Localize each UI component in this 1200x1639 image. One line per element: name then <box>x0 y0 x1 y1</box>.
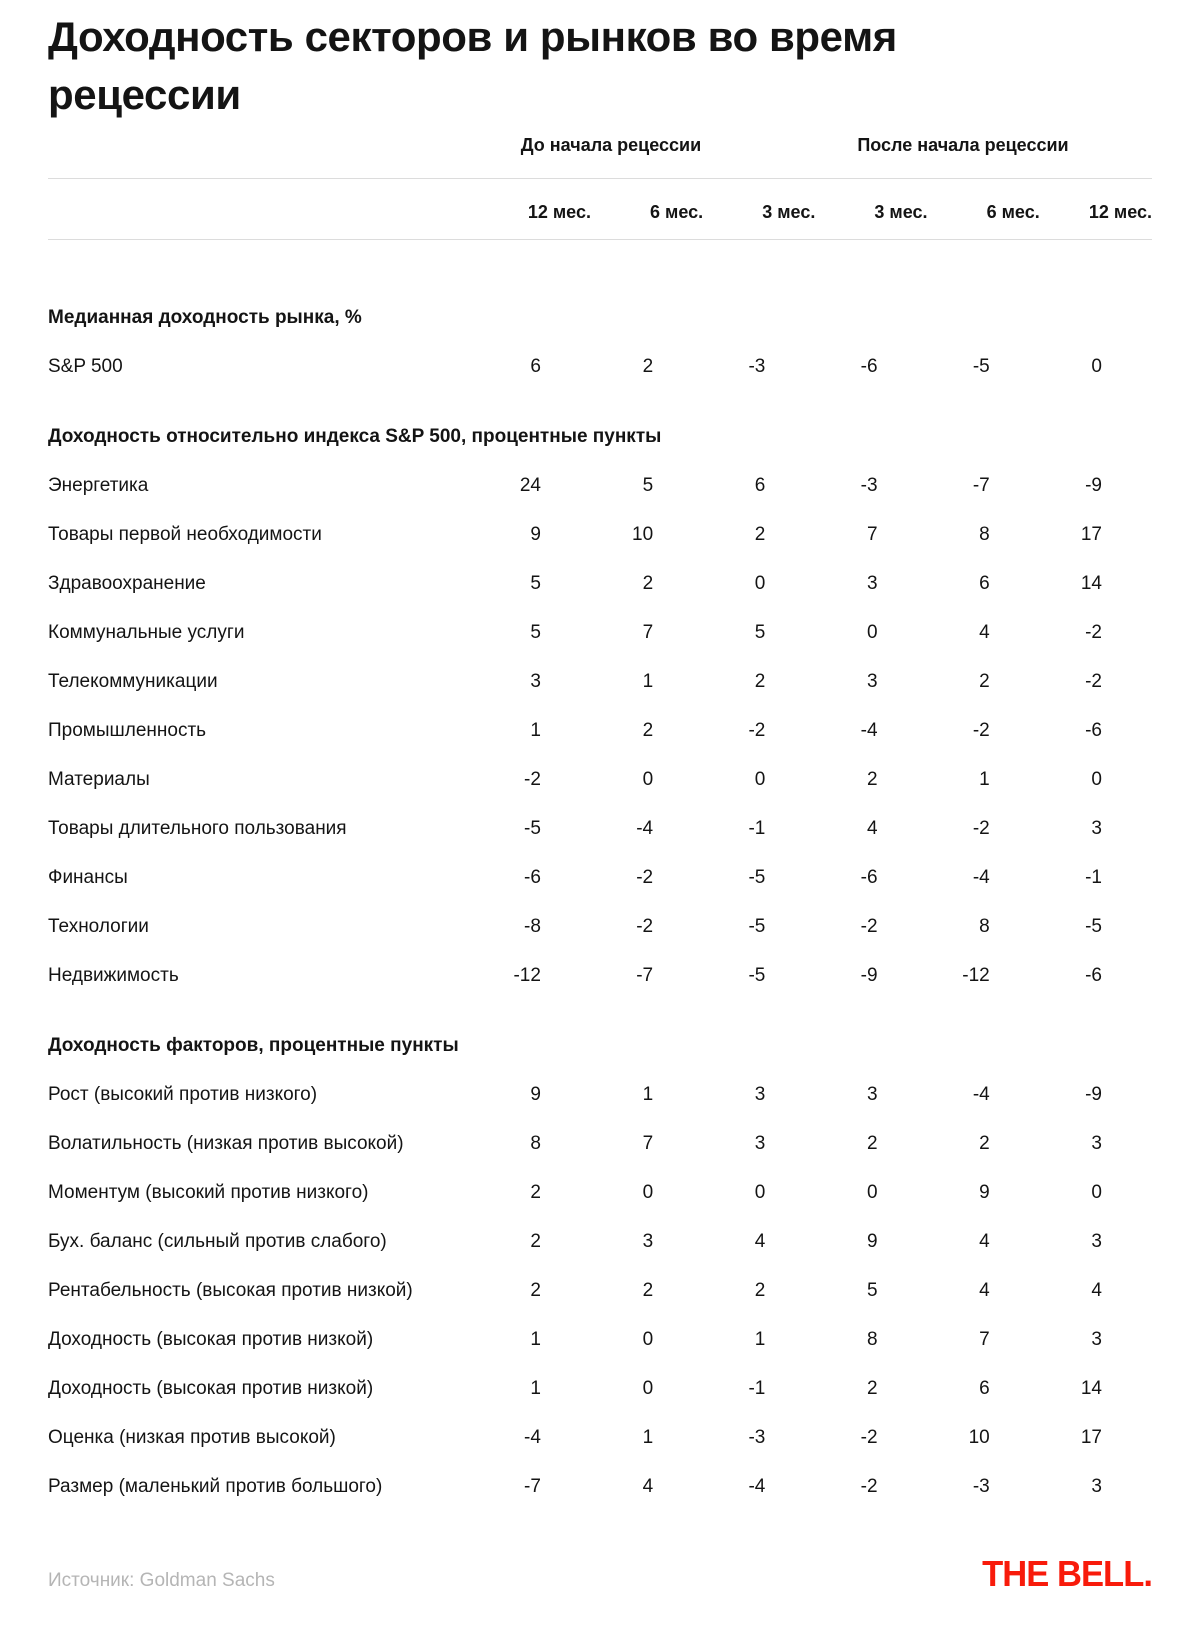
value-cell: 0 <box>1091 1182 1102 1203</box>
value-cell: 7 <box>979 1329 990 1350</box>
value-cell: 3 <box>1091 818 1102 839</box>
table-row <box>48 694 1152 743</box>
the-bell-logo: THE BELL. <box>982 1553 1152 1594</box>
value-cell: 1 <box>642 1427 654 1448</box>
value-cell: 0 <box>866 1182 878 1203</box>
value-cell: -3 <box>748 356 766 377</box>
value-cell: 1 <box>642 671 654 692</box>
value-cell: 5 <box>866 1280 878 1301</box>
row-label: S&P 500 <box>48 356 123 377</box>
value-cell: 2 <box>530 1280 541 1301</box>
value-cell: 3 <box>866 1084 878 1105</box>
section-header: Доходность факторов, процентные пункты <box>48 1035 459 1056</box>
value-cell: 2 <box>754 1280 766 1301</box>
section-header-row <box>48 240 1152 331</box>
row-label: Промышленность <box>48 720 207 741</box>
table-row <box>48 1156 1152 1205</box>
row-label: Коммунальные услуги <box>48 622 245 643</box>
value-cell: 4 <box>754 1231 766 1252</box>
value-cell: 3 <box>1091 1329 1102 1350</box>
column-group-header-1: После начала рецессии <box>815 124 1152 179</box>
value-cell: -2 <box>860 1476 878 1497</box>
row-label: Доходность (высокая против низкой) <box>48 1329 374 1350</box>
row-label: Телекоммуникации <box>48 671 218 692</box>
table-row <box>48 841 1152 890</box>
value-cell: 14 <box>1080 573 1102 594</box>
column-header-row <box>48 179 1152 240</box>
value-cell: 5 <box>530 573 541 594</box>
value-cell: 9 <box>530 1084 541 1105</box>
value-cell: -3 <box>748 1427 766 1448</box>
section-header: Доходность относительно индекса S&P 500, процентные пункты <box>48 426 662 447</box>
row-label: Рентабельность (высокая против низкой) <box>48 1280 413 1301</box>
value-cell: 3 <box>866 671 878 692</box>
value-cell: 0 <box>754 769 766 790</box>
value-cell: 6 <box>979 1378 990 1399</box>
value-cell: 1 <box>642 1084 654 1105</box>
value-cell: 10 <box>968 1427 990 1448</box>
value-cell: -5 <box>748 916 766 937</box>
value-cell: -8 <box>524 916 541 937</box>
value-cell: 17 <box>1080 1427 1102 1448</box>
row-label: Доходность (высокая против низкой) <box>48 1378 374 1399</box>
section-header-row <box>48 379 1152 449</box>
table-row <box>48 1401 1152 1450</box>
table-row <box>48 596 1152 645</box>
value-cell: -9 <box>1085 1084 1102 1105</box>
table-row <box>48 1303 1152 1352</box>
section-header: Медианная доходность рынка, % <box>48 307 362 328</box>
value-cell: -1 <box>748 1378 766 1399</box>
value-cell: -6 <box>1085 720 1102 741</box>
row-label: Финансы <box>48 867 128 888</box>
table-row <box>48 1205 1152 1254</box>
column-header-0: 12 мес. <box>479 179 591 240</box>
value-cell: 3 <box>754 1133 766 1154</box>
value-cell: 2 <box>754 671 766 692</box>
value-cell: 2 <box>979 671 990 692</box>
value-cell: -7 <box>972 475 990 496</box>
value-cell: 5 <box>530 622 541 643</box>
value-cell: 2 <box>866 769 878 790</box>
value-cell: 10 <box>632 524 654 545</box>
value-cell: 6 <box>754 475 766 496</box>
value-cell: -2 <box>636 867 654 888</box>
value-cell: 8 <box>530 1133 541 1154</box>
value-cell: 3 <box>1091 1133 1102 1154</box>
value-cell: 5 <box>754 622 766 643</box>
value-cell: 6 <box>530 356 541 377</box>
value-cell: 4 <box>642 1476 654 1497</box>
value-cell: 0 <box>1091 356 1102 377</box>
value-cell: 3 <box>1091 1231 1102 1252</box>
value-cell: 7 <box>866 524 878 545</box>
value-cell: -2 <box>748 720 766 741</box>
value-cell: 4 <box>979 1280 990 1301</box>
value-cell: 3 <box>866 573 878 594</box>
value-cell: -4 <box>860 720 878 741</box>
row-label: Волатильность (низкая против высокой) <box>48 1133 404 1154</box>
row-label: Оценка (низкая против высокой) <box>48 1427 336 1448</box>
returns-table <box>48 124 1152 1499</box>
value-cell: 7 <box>642 1133 654 1154</box>
value-cell: 2 <box>530 1231 541 1252</box>
page-title: Доходность секторов и рынков во время рецессии <box>48 13 897 118</box>
value-cell: 4 <box>979 1231 990 1252</box>
value-cell: 0 <box>642 1329 654 1350</box>
column-header-3: 3 мес. <box>815 179 927 240</box>
value-cell: -2 <box>972 720 990 741</box>
value-cell: -5 <box>972 356 990 377</box>
footer <box>48 1555 1152 1593</box>
value-cell: 8 <box>979 916 990 937</box>
value-cell: 2 <box>642 356 654 377</box>
row-label: Размер (маленький против большого) <box>48 1476 383 1497</box>
value-cell: 0 <box>866 622 878 643</box>
value-cell: 1 <box>530 720 541 741</box>
column-header-1: 6 мес. <box>591 179 703 240</box>
value-cell: 8 <box>866 1329 878 1350</box>
value-cell: -4 <box>636 818 654 839</box>
value-cell: -5 <box>748 965 766 986</box>
row-label: Здравоохранение <box>48 573 206 594</box>
value-cell: -6 <box>524 867 541 888</box>
value-cell: -9 <box>1085 475 1102 496</box>
value-cell: 5 <box>642 475 654 496</box>
value-cell: 3 <box>754 1084 766 1105</box>
value-cell: -4 <box>972 1084 990 1105</box>
value-cell: -1 <box>748 818 766 839</box>
value-cell: 0 <box>642 1182 654 1203</box>
value-cell: 2 <box>530 1182 541 1203</box>
table-row <box>48 547 1152 596</box>
table-corner-cell <box>48 179 479 240</box>
table-row <box>48 939 1152 988</box>
value-cell: 3 <box>1091 1476 1102 1497</box>
table-row <box>48 498 1152 547</box>
value-cell: -1 <box>1085 867 1102 888</box>
value-cell: -7 <box>636 965 654 986</box>
table-row <box>48 330 1152 379</box>
table-row <box>48 743 1152 792</box>
value-cell: 3 <box>642 1231 654 1252</box>
value-cell: -3 <box>860 475 878 496</box>
value-cell: -2 <box>524 769 541 790</box>
value-cell: -9 <box>860 965 878 986</box>
value-cell: 9 <box>530 524 541 545</box>
value-cell: -2 <box>1085 622 1102 643</box>
value-cell: 3 <box>530 671 541 692</box>
value-cell: -4 <box>748 1476 766 1497</box>
column-header-4: 6 мес. <box>928 179 1040 240</box>
group-header-row <box>48 124 1152 179</box>
value-cell: -2 <box>972 818 990 839</box>
table-row <box>48 645 1152 694</box>
value-cell: 0 <box>754 573 766 594</box>
value-cell: 1 <box>979 769 990 790</box>
value-cell: 2 <box>642 1280 654 1301</box>
row-label: Материалы <box>48 769 150 790</box>
value-cell: -6 <box>860 356 878 377</box>
value-cell: -12 <box>962 965 990 986</box>
value-cell: 2 <box>866 1378 878 1399</box>
table-corner-cell <box>48 124 479 179</box>
table-body <box>48 240 1152 1500</box>
section-header-row <box>48 988 1152 1058</box>
row-label: Бух. баланс (сильный против слабого) <box>48 1231 387 1252</box>
value-cell: 24 <box>519 475 541 496</box>
value-cell: -6 <box>1085 965 1102 986</box>
table-row <box>48 1352 1152 1401</box>
value-cell: 2 <box>754 524 766 545</box>
value-cell: 0 <box>1091 769 1102 790</box>
table-row <box>48 1058 1152 1107</box>
value-cell: 0 <box>642 1378 654 1399</box>
value-cell: 9 <box>979 1182 990 1203</box>
value-cell: 9 <box>866 1231 878 1252</box>
value-cell: 0 <box>754 1182 766 1203</box>
source-caption: Источник: Goldman Sachs <box>48 1570 275 1591</box>
value-cell: -2 <box>860 1427 878 1448</box>
row-label: Технологии <box>48 916 149 937</box>
value-cell: 2 <box>642 573 654 594</box>
value-cell: -2 <box>860 916 878 937</box>
table-row <box>48 1254 1152 1303</box>
row-label: Моментум (высокий против низкого) <box>48 1182 369 1203</box>
table-row <box>48 1450 1152 1499</box>
value-cell: 1 <box>754 1329 766 1350</box>
value-cell: 4 <box>1091 1280 1102 1301</box>
value-cell: -2 <box>636 916 654 937</box>
column-header-2: 3 мес. <box>703 179 815 240</box>
value-cell: -6 <box>860 867 878 888</box>
value-cell: 4 <box>979 622 990 643</box>
value-cell: 8 <box>979 524 990 545</box>
table-row <box>48 1107 1152 1156</box>
table-row <box>48 792 1152 841</box>
value-cell: -3 <box>972 1476 990 1497</box>
value-cell: 2 <box>866 1133 878 1154</box>
value-cell: 2 <box>979 1133 990 1154</box>
row-label: Рост (высокий против низкого) <box>48 1084 318 1105</box>
value-cell: -12 <box>513 965 541 986</box>
value-cell: 4 <box>866 818 878 839</box>
table-row <box>48 449 1152 498</box>
value-cell: 1 <box>530 1329 541 1350</box>
value-cell: 7 <box>642 622 654 643</box>
value-cell: 2 <box>642 720 654 741</box>
value-cell: -2 <box>1085 671 1102 692</box>
value-cell: -5 <box>524 818 541 839</box>
value-cell: 14 <box>1080 1378 1102 1399</box>
row-label: Товары длительного пользования <box>48 818 347 839</box>
value-cell: 17 <box>1080 524 1102 545</box>
value-cell: -5 <box>748 867 766 888</box>
value-cell: -4 <box>972 867 990 888</box>
row-label: Товары первой необходимости <box>48 524 322 545</box>
value-cell: -4 <box>524 1427 541 1448</box>
value-cell: 1 <box>530 1378 541 1399</box>
column-header-5: 12 мес. <box>1040 179 1152 240</box>
row-label: Недвижимость <box>48 965 179 986</box>
column-group-header-0: До начала рецессии <box>479 124 816 179</box>
row-label: Энергетика <box>48 475 149 496</box>
value-cell: -5 <box>1085 916 1102 937</box>
table-row <box>48 890 1152 939</box>
value-cell: 6 <box>979 573 990 594</box>
value-cell: 0 <box>642 769 654 790</box>
table-head <box>48 124 1152 240</box>
value-cell: -7 <box>524 1476 541 1497</box>
